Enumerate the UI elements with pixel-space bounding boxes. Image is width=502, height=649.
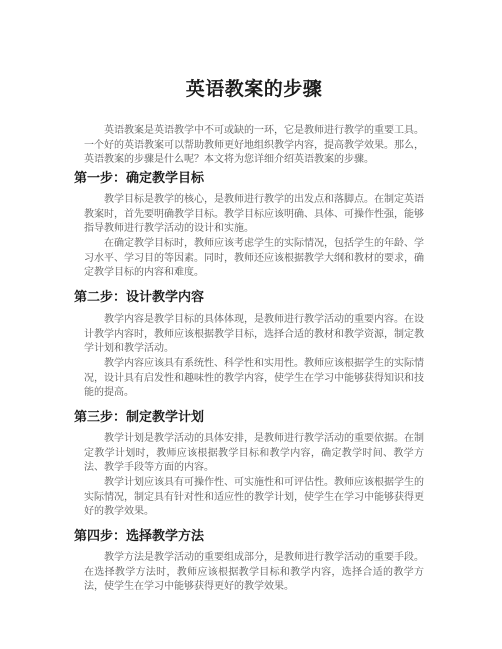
section-1-paragraph-2: 在确定教学目标时，教师应该考虑学生的实际情况，包括学生的年龄、学习水平、学习目的等因素。同时，教师还应该根据教学大纲和教材的要求，确定教学目标的内容和难度。 xyxy=(84,238,424,278)
page-title: 英语教案的步骤 xyxy=(185,78,323,100)
section-2-paragraph-2: 教学内容应该具有系统性、科学性和实用性。教师应该根据学生的实际情况，设计具有启发性和趣味性的教学内容，使学生在学习中能够获得知识和技能的提高。 xyxy=(84,358,424,398)
section-3-paragraph-1: 教学计划是教学活动的具体安排，是教师进行教学活动的重要依据。在制定教学计划时，教师应该根据教学目标和教学内容，确定教学时间、教学方法、教学手段等方面的内容。 xyxy=(84,433,424,473)
section-heading-3: 第三步：制定教学计划 xyxy=(74,410,205,425)
section-heading-4: 第四步：选择教学方法 xyxy=(74,529,205,544)
section-3-paragraph-2: 教学计划应该具有可操作性、可实施性和可评估性。教师应该根据学生的实际情况，制定具有针对性和适应性的教学计划，使学生在学习中能够获得更好的教学效果。 xyxy=(84,477,424,517)
section-heading-1: 第一步：确定教学目标 xyxy=(74,171,205,186)
section-heading-2: 第二步：设计教学内容 xyxy=(74,290,205,305)
section-2-paragraph-1: 教学内容是教学目标的具体体现，是教师进行教学活动的重要内容。在设计教学内容时，教师应该根据教学目标，选择合适的教材和教学资源，制定教学计划和教学活动。 xyxy=(84,314,424,354)
intro-paragraph: 英语教案是英语教学中不可或缺的一环，它是教师进行教学的重要工具。一个好的英语教案可以帮助教师更好地组织教学内容，提高教学效果。那么，英语教案的步骤是什么呢？本文将为您详细介绍英语教案的步骤。 xyxy=(84,125,424,165)
section-4-paragraph-1: 教学方法是教学活动的重要组成部分，是教师进行教学活动的重要手段。在选择教学方法时，教师应该根据教学目标和教学内容，选择合适的教学方法，使学生在学习中能够获得更好的教学效果。 xyxy=(84,552,424,592)
section-1-paragraph-1: 教学目标是教学的核心，是教师进行教学的出发点和落脚点。在制定英语教案时，首先要明确教学目标。教学目标应该明确、具体、可操作性强，能够指导教师进行教学活动的设计和实施。 xyxy=(84,194,424,234)
